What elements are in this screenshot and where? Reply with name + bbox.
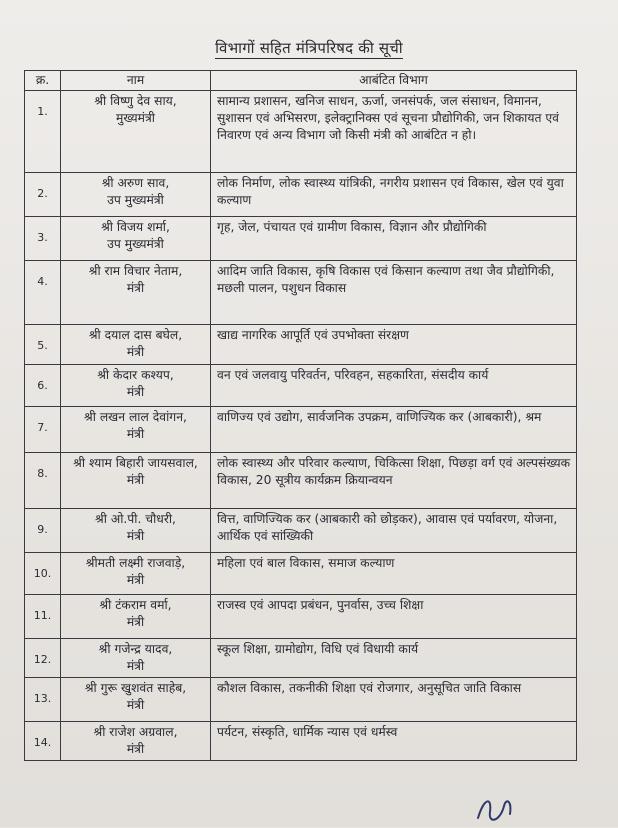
minister-name: श्री टंकराम वर्मा,: [99, 598, 172, 612]
serial-number: 4.: [25, 261, 61, 325]
table-row: [25, 325, 577, 365]
minister-cell: [61, 453, 211, 509]
serial-number: 10.: [25, 553, 61, 595]
serial-number: 13.: [25, 678, 61, 722]
allocated-departments: महिला एवं बाल विकास, समाज कल्याण: [211, 553, 577, 595]
table-header-row: [25, 71, 577, 91]
minister-post: उप मुख्यमंत्री: [107, 237, 164, 251]
minister-cell: [61, 553, 211, 595]
allocated-departments: वित्त, वाणिज्यिक कर (आबकारी को छोड़कर), आवास एवं पर्यावरण, योजना, आर्थिक एवं सांख्यिकी: [211, 509, 577, 553]
minister-cell: [61, 91, 211, 173]
minister-name: श्री राम विचार नेताम,: [88, 264, 183, 278]
allocated-departments: सामान्य प्रशासन, खनिज साधन, ऊर्जा, जनसंपर्क, जल संसाधन, विमानन, सुशासन एवं अभिसरण, इलेक्ट्रानिक्स एवं सूचना प्रौद्योगिकी, जन शिकायत एवं निवारण एवं अन्य विभाग जो किसी मंत्री को आबंटित न हो।: [211, 91, 577, 173]
minister-name: श्री श्याम बिहारी जायसवाल,: [73, 456, 198, 470]
table-row: [25, 365, 577, 407]
minister-name: श्री विष्णु देव साय,: [94, 94, 177, 108]
minister-cell: [61, 261, 211, 325]
header-department: आबंटित विभाग: [211, 71, 577, 91]
minister-post: मंत्री: [126, 529, 145, 543]
minister-cell: [61, 217, 211, 261]
table-row: [25, 453, 577, 509]
minister-name: श्री गजेन्द्र यादव,: [98, 642, 173, 656]
minister-cell: [61, 509, 211, 553]
table-row: [25, 678, 577, 722]
table-row: [25, 553, 577, 595]
minister-name: श्री लखन लाल देवांगन,: [84, 410, 187, 424]
minister-post: मंत्री: [126, 698, 145, 712]
allocated-departments: वन एवं जलवायु परिवर्तन, परिवहन, सहकारिता, संसदीय कार्य: [211, 365, 577, 407]
allocated-departments: पर्यटन, संस्कृति, धार्मिक न्यास एवं धर्मस्व: [211, 722, 577, 761]
serial-number: 8.: [25, 453, 61, 509]
header-name: नाम: [61, 71, 211, 91]
header-serial: क्र.: [25, 71, 61, 91]
allocated-departments: लोक निर्माण, लोक स्वास्थ्य यांत्रिकी, नगरीय प्रशासन एवं विकास, खेल एवं युवा कल्याण: [211, 173, 577, 217]
minister-name: श्री विजय शर्मा,: [101, 220, 170, 234]
serial-number: 5.: [25, 325, 61, 365]
allocated-departments: वाणिज्य एवं उद्योग, सार्वजनिक उपक्रम, वाणिज्यिक कर (आबकारी), श्रम: [211, 407, 577, 453]
table-row: [25, 509, 577, 553]
serial-number: 1.: [25, 91, 61, 173]
page-title: [0, 38, 618, 58]
signature-mark: [470, 788, 550, 828]
minister-post: मंत्री: [126, 615, 145, 629]
minister-post: मुख्यमंत्री: [115, 111, 155, 125]
minister-name: श्रीमती लक्ष्मी राजवाड़े,: [85, 556, 186, 570]
serial-number: 12.: [25, 639, 61, 678]
serial-number: 14.: [25, 722, 61, 761]
allocated-departments: राजस्व एवं आपदा प्रबंधन, पुनर्वास, उच्च शिक्षा: [211, 595, 577, 639]
minister-post: मंत्री: [126, 573, 145, 587]
minister-name: श्री अरुण साव,: [101, 176, 170, 190]
minister-post: मंत्री: [126, 742, 145, 756]
minister-cell: [61, 639, 211, 678]
minister-name: श्री ओ.पी. चौधरी,: [95, 512, 176, 526]
table-row: [25, 91, 577, 173]
serial-number: 7.: [25, 407, 61, 453]
table-row: [25, 639, 577, 678]
table-row: [25, 722, 577, 761]
minister-post: मंत्री: [126, 659, 145, 673]
allocated-departments: खाद्य नागरिक आपूर्ति एवं उपभोक्ता संरक्षण: [211, 325, 577, 365]
table-row: [25, 261, 577, 325]
minister-cell: [61, 722, 211, 761]
table-row: [25, 173, 577, 217]
allocated-departments: आदिम जाति विकास, कृषि विकास एवं किसान कल्याण तथा जैव प्रौद्योगिकी, मछली पालन, पशुधन विकास: [211, 261, 577, 325]
allocated-departments: गृह, जेल, पंचायत एवं ग्रामीण विकास, विज्ञान और प्रौद्योगिकी: [211, 217, 577, 261]
minister-post: मंत्री: [126, 281, 145, 295]
serial-number: 11.: [25, 595, 61, 639]
table-row: [25, 407, 577, 453]
ministers-table: [24, 70, 577, 761]
minister-post: उप मुख्यमंत्री: [107, 193, 164, 207]
minister-post: मंत्री: [126, 345, 145, 359]
table-row: [25, 595, 577, 639]
minister-cell: [61, 407, 211, 453]
minister-post: मंत्री: [126, 385, 145, 399]
minister-cell: [61, 173, 211, 217]
allocated-departments: लोक स्वास्थ्य और परिवार कल्याण, चिकित्सा शिक्षा, पिछड़ा वर्ग एवं अल्पसंख्यक विकास, 20 सूत्रीय कार्यक्रम क्रियान्वयन: [211, 453, 577, 509]
minister-name: श्री राजेश अग्रवाल,: [93, 725, 178, 739]
minister-post: मंत्री: [126, 427, 145, 441]
serial-number: 9.: [25, 509, 61, 553]
minister-name: श्री केदार कश्यप,: [97, 368, 174, 382]
minister-name: श्री गुरू खुशवंत साहेब,: [84, 681, 187, 695]
page-title-text: विभागों सहित मंत्रिपरिषद की सूची: [215, 39, 403, 57]
minister-cell: [61, 595, 211, 639]
minister-cell: [61, 365, 211, 407]
serial-number: 3.: [25, 217, 61, 261]
allocated-departments: स्कूल शिक्षा, ग्रामोद्योग, विधि एवं विधायी कार्य: [211, 639, 577, 678]
minister-cell: [61, 325, 211, 365]
minister-cell: [61, 678, 211, 722]
serial-number: 2.: [25, 173, 61, 217]
minister-post: मंत्री: [126, 473, 145, 487]
serial-number: 6.: [25, 365, 61, 407]
allocated-departments: कौशल विकास, तकनीकी शिक्षा एवं रोजगार, अनुसूचित जाति विकास: [211, 678, 577, 722]
table-row: [25, 217, 577, 261]
minister-name: श्री दयाल दास बघेल,: [88, 328, 183, 342]
